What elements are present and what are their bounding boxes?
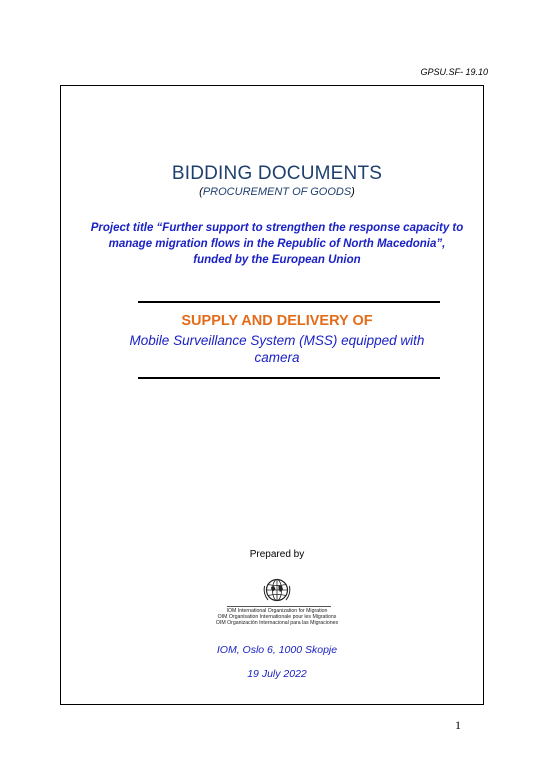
document-code: GPSU.SF- 19.10 (420, 67, 488, 77)
project-title-line: manage migration flows in the Republic of North Macedonia”, (108, 238, 446, 250)
address: IOM, Oslo 6, 1000 Skopje (216, 644, 338, 656)
project-title-line: funded by the European Union (193, 254, 361, 266)
subtitle-text: PROCUREMENT OF GOODS (202, 186, 352, 198)
logo-text-line: OIM Organisation Internationale pour les Migrations (217, 614, 337, 620)
project-title (60, 220, 494, 268)
supply-heading: SUPPLY AND DELIVERY OF (181, 313, 373, 329)
iom-globe-logo-icon (262, 577, 292, 605)
subtitle-open-paren: ( (199, 186, 203, 198)
logo-text-line: IOM International Organization for Migration (226, 608, 328, 614)
document-date: 19 July 2022 (247, 668, 307, 680)
logo-text-line: OIM Organización Internacional para las Migraciones (215, 620, 339, 626)
divider-top (138, 301, 440, 303)
logo-underline (227, 606, 331, 607)
prepared-by: Prepared by (249, 549, 305, 560)
document-title: BIDDING DOCUMENTS (171, 163, 383, 184)
document-subtitle (60, 186, 494, 198)
subtitle-close-paren: ) (351, 186, 355, 198)
item-description-line: camera (254, 350, 300, 365)
page-number: 1 (455, 718, 461, 732)
item-description (60, 332, 494, 366)
project-title-line: Project title “Further support to strengthen the response capacity to (90, 222, 464, 234)
divider-bottom (138, 377, 440, 379)
item-description-line: Mobile Surveillance System (MSS) equipped with (129, 333, 425, 348)
